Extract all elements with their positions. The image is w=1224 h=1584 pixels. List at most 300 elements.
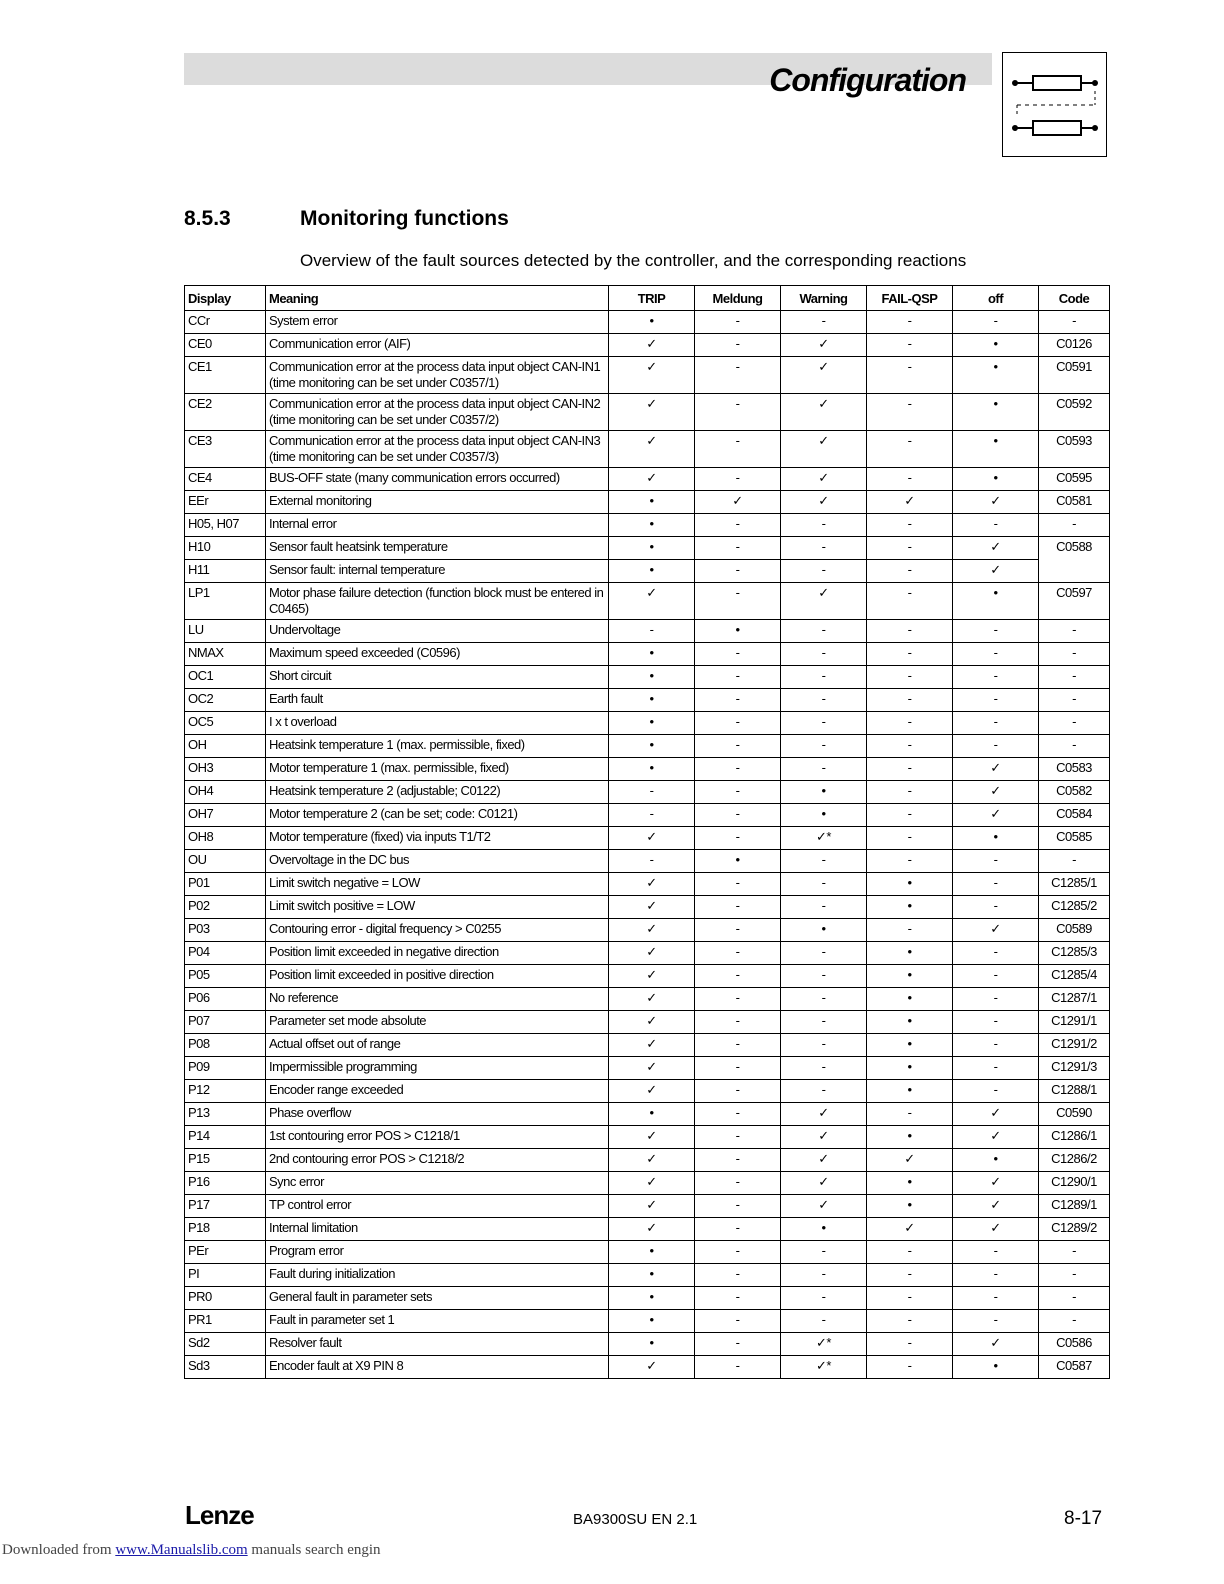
table-cell: • [867, 965, 953, 988]
table-cell: C1285/4 [1039, 965, 1110, 988]
table-cell: C0592 [1039, 394, 1110, 431]
table-cell: External monitoring [266, 491, 609, 514]
table-row [185, 1310, 1110, 1333]
table-cell: C0126 [1039, 334, 1110, 357]
table-cell: - [953, 666, 1039, 689]
table-cell: Position limit exceeded in negative direction [266, 942, 609, 965]
table-cell: ✓ [781, 1149, 867, 1172]
table-cell: • [609, 1264, 695, 1287]
table-cell: - [695, 942, 781, 965]
table-cell: ✓ [609, 1149, 695, 1172]
table-cell: - [953, 514, 1039, 537]
table-cell: General fault in parameter sets [266, 1287, 609, 1310]
table-cell: • [781, 804, 867, 827]
table-cell: - [953, 850, 1039, 873]
table-cell: - [781, 965, 867, 988]
table-cell: ✓ [609, 583, 695, 620]
table-row [185, 758, 1110, 781]
table-cell: - [867, 666, 953, 689]
table-cell: - [781, 560, 867, 583]
table-cell: - [781, 1057, 867, 1080]
table-cell: - [867, 919, 953, 942]
table-cell: - [781, 643, 867, 666]
section-title: Monitoring functions [300, 207, 509, 230]
table-row [185, 334, 1110, 357]
table-row [185, 560, 1110, 583]
table-cell: ✓ [609, 357, 695, 394]
table-cell: C1285/2 [1039, 896, 1110, 919]
table-cell: - [867, 1356, 953, 1379]
table-cell: - [695, 311, 781, 334]
table-cell: • [695, 620, 781, 643]
table-header-row [185, 286, 1110, 311]
table-cell: - [953, 1287, 1039, 1310]
table-cell: ✓ [953, 1103, 1039, 1126]
table-cell: - [695, 965, 781, 988]
table-row [185, 1126, 1110, 1149]
table-cell: Communication error at the process data input object CAN-IN1 (time monitoring can be set under C0357/1) [266, 357, 609, 394]
table-row [185, 919, 1110, 942]
table-cell: - [695, 781, 781, 804]
table-cell: • [609, 491, 695, 514]
table-cell: - [781, 689, 867, 712]
table-cell: • [953, 1356, 1039, 1379]
table-cell: C0583 [1039, 758, 1110, 781]
table-cell: • [609, 689, 695, 712]
table-cell: - [867, 1287, 953, 1310]
table-cell: ✓ [781, 1103, 867, 1126]
table-row [185, 514, 1110, 537]
table-cell: • [609, 666, 695, 689]
table-cell: ✓ [953, 560, 1039, 583]
table-cell: C1286/2 [1039, 1149, 1110, 1172]
table-cell: - [781, 1034, 867, 1057]
table-cell: • [867, 1034, 953, 1057]
table-cell: - [867, 1310, 953, 1333]
table-cell: P04 [185, 942, 266, 965]
table-row [185, 689, 1110, 712]
table-row [185, 583, 1110, 620]
table-cell: - [781, 514, 867, 537]
table-cell: C0581 [1039, 491, 1110, 514]
table-cell: - [695, 988, 781, 1011]
table-cell: ✓* [781, 1333, 867, 1356]
table-cell: C0593 [1039, 431, 1110, 468]
table-cell: • [867, 873, 953, 896]
table-cell: - [867, 311, 953, 334]
table-cell: ✓ [781, 334, 867, 357]
table-row [185, 1080, 1110, 1103]
table-cell: • [609, 1103, 695, 1126]
table-cell: - [609, 850, 695, 873]
table-cell: PI [185, 1264, 266, 1287]
table-cell: C0584 [1039, 804, 1110, 827]
table-cell: - [695, 827, 781, 850]
table-cell: - [781, 1287, 867, 1310]
table-cell: H10 [185, 537, 266, 560]
table-cell: - [695, 1333, 781, 1356]
table-cell: - [781, 1310, 867, 1333]
table-cell: EEr [185, 491, 266, 514]
lenze-logo: Lenze [185, 1500, 254, 1530]
table-cell: PR0 [185, 1287, 266, 1310]
table-cell: H05, H07 [185, 514, 266, 537]
table-cell: CE2 [185, 394, 266, 431]
table-cell: C1288/1 [1039, 1080, 1110, 1103]
table-cell: ✓ [953, 1126, 1039, 1149]
table-cell: • [953, 334, 1039, 357]
table-cell: ✓ [609, 394, 695, 431]
table-cell: ✓ [953, 1172, 1039, 1195]
table-cell: CE3 [185, 431, 266, 468]
table-cell: - [953, 735, 1039, 758]
table-cell: - [953, 896, 1039, 919]
table-cell: - [953, 1310, 1039, 1333]
table-cell: Sd2 [185, 1333, 266, 1356]
table-cell: - [867, 689, 953, 712]
table-cell: Motor temperature 2 (can be set; code: C0121) [266, 804, 609, 827]
table-cell: C1287/1 [1039, 988, 1110, 1011]
table-cell: Heatsink temperature 1 (max. permissible, fixed) [266, 735, 609, 758]
table-cell: ✓ [953, 491, 1039, 514]
table-cell: P12 [185, 1080, 266, 1103]
table-cell: CCr [185, 311, 266, 334]
table-cell: C0582 [1039, 781, 1110, 804]
manualslib-link[interactable]: www.Manualslib.com [115, 1542, 248, 1558]
table-cell: - [953, 643, 1039, 666]
table-cell: C0587 [1039, 1356, 1110, 1379]
table-cell: - [867, 643, 953, 666]
table-cell: ✓ [609, 334, 695, 357]
table-cell: - [781, 537, 867, 560]
column-header: FAIL-QSP [867, 286, 953, 311]
table-cell: - [867, 357, 953, 394]
table-cell: ✓ [953, 1333, 1039, 1356]
table-cell: Encoder fault at X9 PIN 8 [266, 1356, 609, 1379]
table-cell: - [695, 514, 781, 537]
table-cell: C0595 [1039, 468, 1110, 491]
table-cell: • [867, 1057, 953, 1080]
table-cell: - [695, 1011, 781, 1034]
table-cell: OC2 [185, 689, 266, 712]
table-cell: Impermissible programming [266, 1057, 609, 1080]
table-cell: • [609, 311, 695, 334]
table-cell: C0597 [1039, 583, 1110, 620]
table-cell: - [867, 1241, 953, 1264]
table-cell: Sensor fault: internal temperature [266, 560, 609, 583]
column-header: off [953, 286, 1039, 311]
table-cell: ✓ [781, 1195, 867, 1218]
table-cell: ✓ [609, 1172, 695, 1195]
table-cell: Fault in parameter set 1 [266, 1310, 609, 1333]
table-cell: • [953, 394, 1039, 431]
table-cell: Limit switch negative = LOW [266, 873, 609, 896]
column-header: Warning [781, 286, 867, 311]
table-cell: OH4 [185, 781, 266, 804]
table-cell: P09 [185, 1057, 266, 1080]
table-cell: C1291/3 [1039, 1057, 1110, 1080]
table-cell: • [609, 1310, 695, 1333]
table-cell: - [867, 514, 953, 537]
table-cell: - [781, 666, 867, 689]
table-row [185, 468, 1110, 491]
table-cell: • [953, 583, 1039, 620]
table-row [185, 357, 1110, 394]
column-header: Display [185, 286, 266, 311]
table-cell: C0585 [1039, 827, 1110, 850]
column-header: TRIP [609, 286, 695, 311]
table-cell: ✓ [609, 1034, 695, 1057]
table-cell: • [609, 1333, 695, 1356]
table-cell: - [867, 334, 953, 357]
table-cell: - [1039, 1264, 1110, 1287]
doc-reference: BA9300SU EN 2.1 [573, 1511, 698, 1528]
table-cell: - [695, 1057, 781, 1080]
table-row [185, 537, 1110, 560]
table-cell: - [695, 1149, 781, 1172]
table-cell: - [781, 873, 867, 896]
table-cell: - [695, 394, 781, 431]
table-cell: - [953, 689, 1039, 712]
table-cell: Resolver fault [266, 1333, 609, 1356]
table-cell: OU [185, 850, 266, 873]
table-cell: Encoder range exceeded [266, 1080, 609, 1103]
table-cell: - [781, 1080, 867, 1103]
table-cell: ✓ [609, 896, 695, 919]
table-row [185, 1333, 1110, 1356]
table-cell: - [695, 873, 781, 896]
table-cell: - [695, 560, 781, 583]
table-cell: - [953, 620, 1039, 643]
section-number: 8.5.3 [184, 207, 231, 230]
table-cell: ✓ [609, 431, 695, 468]
table-cell: Communication error at the process data input object CAN-IN2 (time monitoring can be set under C0357/2) [266, 394, 609, 431]
table-cell: C1286/1 [1039, 1126, 1110, 1149]
table-cell: Sensor fault heatsink temperature [266, 537, 609, 560]
table-cell: I x t overload [266, 712, 609, 735]
table-cell: • [867, 988, 953, 1011]
table-cell: - [867, 1264, 953, 1287]
table-row [185, 431, 1110, 468]
table-cell: H11 [185, 560, 266, 583]
table-cell: ✓ [781, 1126, 867, 1149]
table-cell: ✓ [953, 919, 1039, 942]
table-cell: ✓ [609, 468, 695, 491]
table-cell: - [867, 394, 953, 431]
table-cell: - [953, 942, 1039, 965]
table-cell: - [1039, 311, 1110, 334]
table-cell: - [1039, 666, 1110, 689]
table-cell: - [695, 1310, 781, 1333]
table-cell: ✓ [953, 758, 1039, 781]
table-cell: - [695, 1218, 781, 1241]
table-cell: ✓ [609, 1218, 695, 1241]
table-cell: Short circuit [266, 666, 609, 689]
table-cell: - [695, 666, 781, 689]
table-cell: C1289/2 [1039, 1218, 1110, 1241]
table-cell: • [695, 850, 781, 873]
table-row [185, 1218, 1110, 1241]
table-cell: P08 [185, 1034, 266, 1057]
table-cell: ✓ [609, 1195, 695, 1218]
table-cell: Phase overflow [266, 1103, 609, 1126]
table-row [185, 1103, 1110, 1126]
table-cell: ✓ [609, 1126, 695, 1149]
table-cell: - [1039, 1310, 1110, 1333]
table-cell: Internal limitation [266, 1218, 609, 1241]
table-cell: • [609, 514, 695, 537]
table-cell: Motor temperature (fixed) via inputs T1/T2 [266, 827, 609, 850]
table-cell: - [867, 431, 953, 468]
table-row [185, 804, 1110, 827]
table-cell: • [609, 537, 695, 560]
table-cell: ✓ [609, 942, 695, 965]
table-cell: Motor temperature 1 (max. permissible, fixed) [266, 758, 609, 781]
table-cell: - [695, 468, 781, 491]
table-cell: - [695, 431, 781, 468]
table-cell: Overvoltage in the DC bus [266, 850, 609, 873]
table-cell: - [781, 735, 867, 758]
table-cell: ✓ [781, 468, 867, 491]
table-cell: • [609, 1287, 695, 1310]
table-cell: P17 [185, 1195, 266, 1218]
table-cell: • [609, 712, 695, 735]
table-cell: ✓ [953, 1218, 1039, 1241]
table-row [185, 1264, 1110, 1287]
table-cell: ✓ [609, 1080, 695, 1103]
table-cell: OH8 [185, 827, 266, 850]
table-cell: Internal error [266, 514, 609, 537]
table-row [185, 620, 1110, 643]
table-cell: TP control error [266, 1195, 609, 1218]
table-cell: • [609, 735, 695, 758]
table-cell: ✓ [781, 394, 867, 431]
table-cell: - [695, 643, 781, 666]
table-cell: Communication error (AIF) [266, 334, 609, 357]
table-row [185, 827, 1110, 850]
table-cell: P14 [185, 1126, 266, 1149]
table-row [185, 643, 1110, 666]
table-cell: - [867, 712, 953, 735]
table-cell: 2nd contouring error POS > C1218/2 [266, 1149, 609, 1172]
table-row [185, 942, 1110, 965]
table-cell: P07 [185, 1011, 266, 1034]
table-cell: - [781, 1011, 867, 1034]
table-cell: LP1 [185, 583, 266, 620]
table-cell: - [695, 1126, 781, 1149]
table-cell: ✓ [609, 1057, 695, 1080]
table-cell: - [1039, 1287, 1110, 1310]
table-cell: ✓* [781, 827, 867, 850]
table-cell: Fault during initialization [266, 1264, 609, 1287]
table-cell: Undervoltage [266, 620, 609, 643]
table-cell: - [695, 1103, 781, 1126]
table-cell: - [1039, 735, 1110, 758]
table-cell: - [781, 758, 867, 781]
table-cell: ✓ [781, 431, 867, 468]
table-cell: - [867, 781, 953, 804]
table-row [185, 1172, 1110, 1195]
table-cell: ✓* [781, 1356, 867, 1379]
table-cell: ✓ [953, 804, 1039, 827]
table-cell: Maximum speed exceeded (C0596) [266, 643, 609, 666]
table-cell: • [953, 431, 1039, 468]
table-cell: - [609, 620, 695, 643]
table-row [185, 1149, 1110, 1172]
table-cell: - [867, 827, 953, 850]
table-cell: Sd3 [185, 1356, 266, 1379]
table-row [185, 1287, 1110, 1310]
table-cell: • [609, 1241, 695, 1264]
table-cell: ✓ [867, 491, 953, 514]
table-row [185, 712, 1110, 735]
table-cell: C1285/1 [1039, 873, 1110, 896]
table-cell: P16 [185, 1172, 266, 1195]
table-cell: Communication error at the process data input object CAN-IN3 (time monitoring can be set under C0357/3) [266, 431, 609, 468]
table-cell: P06 [185, 988, 266, 1011]
table-cell: - [1039, 643, 1110, 666]
table-cell: • [781, 781, 867, 804]
table-row [185, 394, 1110, 431]
table-row [185, 735, 1110, 758]
table-cell: ✓ [781, 583, 867, 620]
table-cell: - [867, 468, 953, 491]
table-cell: • [781, 1218, 867, 1241]
table-cell: C1289/1 [1039, 1195, 1110, 1218]
table-cell: - [695, 537, 781, 560]
table-cell: CE4 [185, 468, 266, 491]
table-cell: • [953, 827, 1039, 850]
table-cell: NMAX [185, 643, 266, 666]
table-cell: - [781, 988, 867, 1011]
column-header: Code [1039, 286, 1110, 311]
table-cell: - [695, 1080, 781, 1103]
table-cell: - [953, 311, 1039, 334]
table-cell: ✓ [609, 988, 695, 1011]
table-cell: - [867, 560, 953, 583]
table-cell: C0586 [1039, 1333, 1110, 1356]
table-cell: • [781, 919, 867, 942]
table-cell: ✓ [609, 873, 695, 896]
table-cell: Position limit exceeded in positive direction [266, 965, 609, 988]
table-cell: C0588 [1039, 537, 1110, 583]
table-cell: P18 [185, 1218, 266, 1241]
table-cell: - [781, 896, 867, 919]
table-cell: - [695, 689, 781, 712]
table-cell: • [609, 758, 695, 781]
table-cell: ✓ [781, 1172, 867, 1195]
table-cell: • [867, 1172, 953, 1195]
table-cell: P03 [185, 919, 266, 942]
table-cell: P05 [185, 965, 266, 988]
table-cell: P02 [185, 896, 266, 919]
table-cell: • [953, 357, 1039, 394]
table-cell: ✓ [609, 965, 695, 988]
table-row [185, 896, 1110, 919]
table-cell: OH [185, 735, 266, 758]
table-cell: • [867, 1011, 953, 1034]
table-cell: • [867, 942, 953, 965]
table-cell: OH3 [185, 758, 266, 781]
table-cell: Heatsink temperature 2 (adjustable; C0122) [266, 781, 609, 804]
table-row [185, 1011, 1110, 1034]
table-cell: - [867, 850, 953, 873]
table-cell: ✓ [781, 357, 867, 394]
table-cell: BUS-OFF state (many communication errors occurred) [266, 468, 609, 491]
table-cell: - [1039, 1241, 1110, 1264]
table-cell: CE0 [185, 334, 266, 357]
table-cell: - [867, 620, 953, 643]
